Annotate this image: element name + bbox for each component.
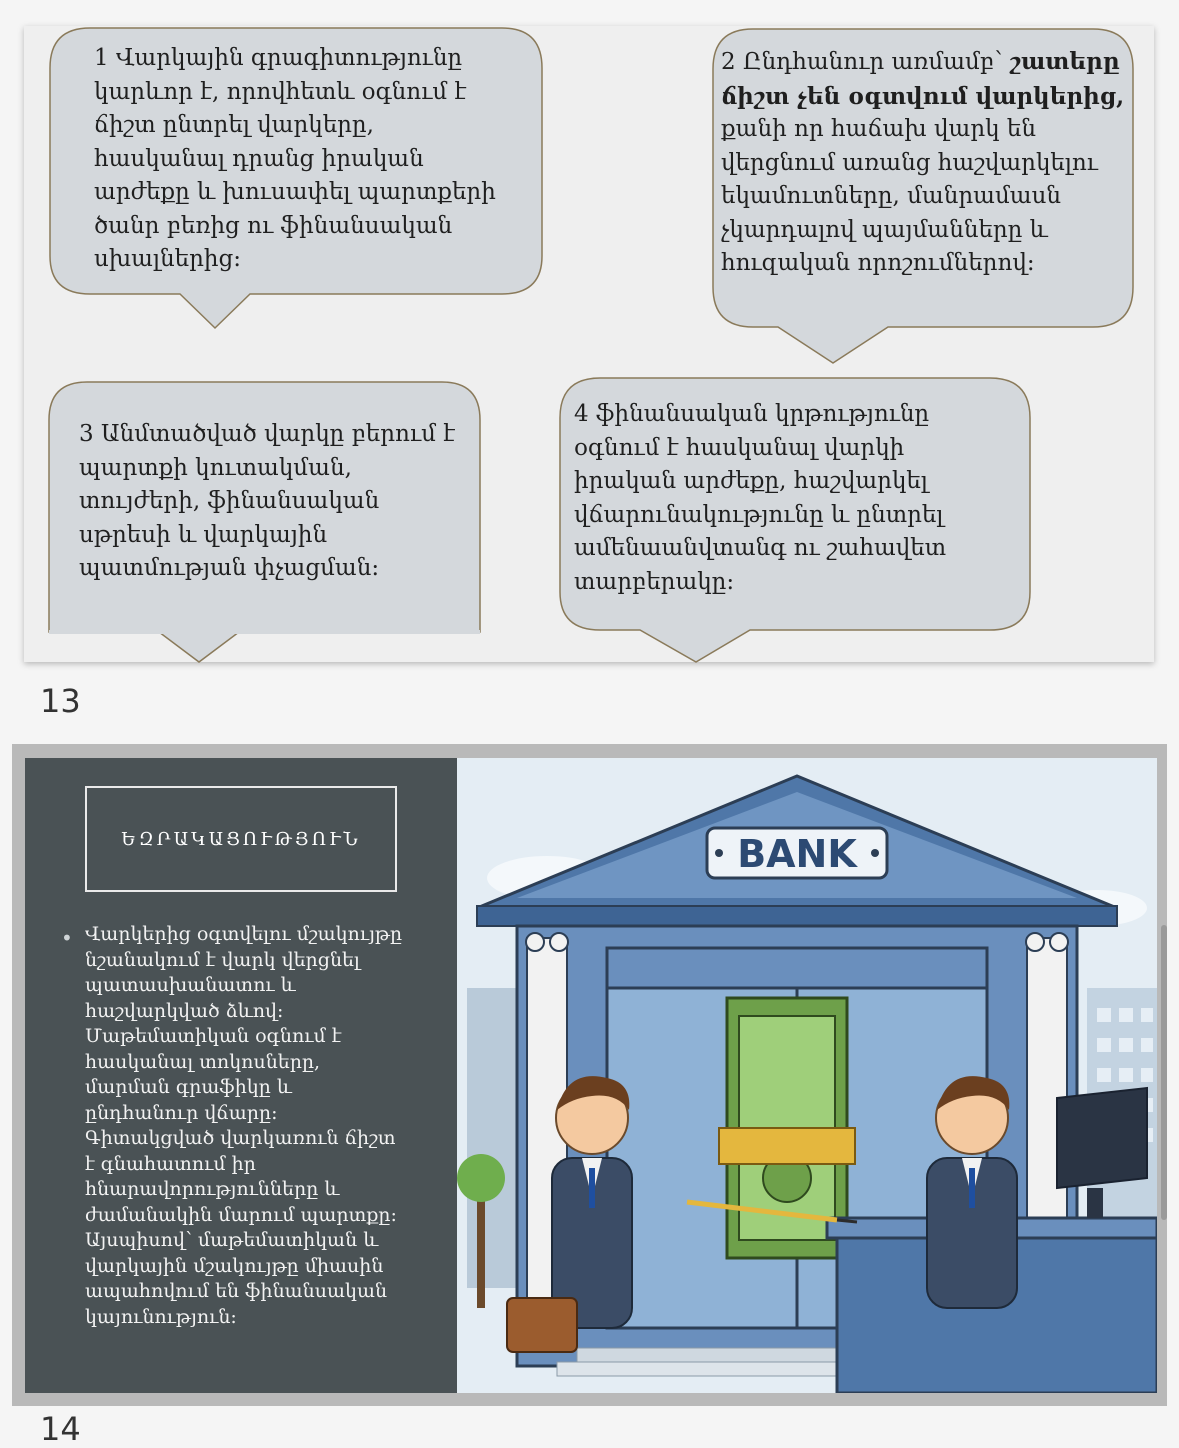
- bubble-2-line: [721, 45, 1133, 80]
- conclusion-line: վարկային մշակույթը միասին: [85, 1254, 384, 1277]
- bubble-1-line: հասկանալ դրանց իրական: [94, 145, 424, 172]
- bank-sign: BANK: [737, 832, 857, 876]
- speech-bubble-3: [49, 382, 480, 662]
- conclusion-line: կայունություն:: [85, 1305, 237, 1328]
- speech-bubble-2: [713, 29, 1133, 365]
- bubble-1-line: 1 Վարկային գրագիտությունը: [94, 45, 463, 71]
- conclusion-line: է գնահատում իր: [85, 1152, 256, 1175]
- bubble-1-text: [94, 42, 534, 277]
- conclusion-line: Այսպիսով՝ մաթեմատիկան և: [85, 1229, 379, 1251]
- slide-number: 13: [40, 682, 81, 720]
- next-slide-number: 14: [40, 1410, 81, 1448]
- conclusion-line: ապահովում են ֆինանսական: [85, 1280, 388, 1302]
- bubble-4-line: 4 ֆինանսական կրթությունը: [574, 401, 930, 427]
- bubble-3-line: պարտքի կուտակման,: [79, 454, 352, 481]
- conclusion-line: հնարավորությունները և: [85, 1178, 340, 1200]
- conclusion-line: նշանակում է վարկ վերցնել: [85, 948, 360, 971]
- scrollbar[interactable]: [1161, 925, 1167, 1220]
- speech-bubble-4: [560, 378, 1030, 662]
- bubble-1-line: ծանր բեռից ու ֆինանսական: [94, 212, 453, 239]
- conclusion-line: հասկանալ տոկոսները,: [85, 1050, 321, 1073]
- bubble-4-line: իրական արժեքը, հաշվարկել: [574, 468, 928, 494]
- bubble-2-line: եկամուտները, մանրամասն: [721, 183, 1062, 209]
- bubble-3-text: [79, 418, 479, 586]
- conclusion-title: ԵԶՐԱԿԱՑՈՒԹՅՈՒՆ: [85, 786, 397, 892]
- bubble-4-line: օգնում է հասկանալ վարկի: [574, 434, 905, 461]
- bubble-2-bold-word: շատերը: [1009, 48, 1120, 75]
- bubble-4-line: վճարունակությունը և ընտրել: [574, 501, 944, 528]
- bubble-3-line: տույժերի, ֆինանսական: [79, 488, 380, 514]
- conclusion-panel: [25, 758, 457, 1393]
- bubble-1-line: կարևոր է, որովհետև օգնում է: [94, 78, 467, 105]
- bubble-4-text: [574, 398, 1030, 599]
- bubble-4-line: տարբերակը:: [574, 568, 735, 595]
- slide-14: [12, 744, 1167, 1406]
- bubble-2-intro: 2 Ընդհանուր առմամբ՝: [721, 49, 1010, 75]
- bubble-1-line: սխալներից:: [94, 246, 242, 272]
- conclusion-line: ընդհանուր վճարը:: [85, 1101, 278, 1124]
- conclusion-line: պատասխանատու և: [85, 974, 296, 996]
- bubble-2-line: վերցնում առանց հաշվարկելու: [721, 149, 1098, 176]
- conclusion-line: Գիտակցված վարկառուն ճիշտ: [85, 1127, 396, 1149]
- bubble-3-line: սթրեսի և վարկային: [79, 521, 328, 548]
- bubble-2-text: [721, 45, 1133, 281]
- bank-illustration: [457, 758, 1157, 1393]
- bank-illustration-svg: [457, 758, 1157, 1393]
- bubble-2-line: հուզական որոշումներով:: [721, 250, 1035, 276]
- bubble-3-line: պատմության փչացման:: [79, 555, 380, 581]
- conclusion-line: ժամանակին մարում պարտքը:: [85, 1203, 397, 1226]
- conclusion-line: Վարկերից օգտվելու մշակույթը: [85, 923, 403, 945]
- bubble-2-line: չկարդալով պայմանները և: [721, 216, 1048, 243]
- speech-bubble-1: [50, 28, 542, 328]
- conclusion-line: մարման գրաֆիկը և: [85, 1076, 292, 1098]
- conclusion-line: Մաթեմատիկան օգնում է: [85, 1025, 342, 1047]
- conclusion-text: [85, 922, 435, 1330]
- bubble-2-line: քանի որ հաճախ վարկ են: [721, 116, 1036, 142]
- bubble-3-line: 3 Անմտածված վարկը բերում է: [79, 421, 455, 447]
- conclusion-line: հաշվարկված ձևով:: [85, 999, 284, 1022]
- slide-13: [24, 26, 1154, 662]
- bubble-4-line: ամենաանվտանգ ու շահավետ: [574, 535, 947, 561]
- bubble-1-line: արժեքը և խուսափել պարտքերի: [94, 179, 496, 205]
- bullet-dot: •: [61, 926, 73, 950]
- bubble-1-line: ճիշտ ընտրել վարկերը,: [94, 112, 374, 138]
- bubble-2-bold-line: ճիշտ չեն օգտվում վարկերից,: [721, 82, 1125, 110]
